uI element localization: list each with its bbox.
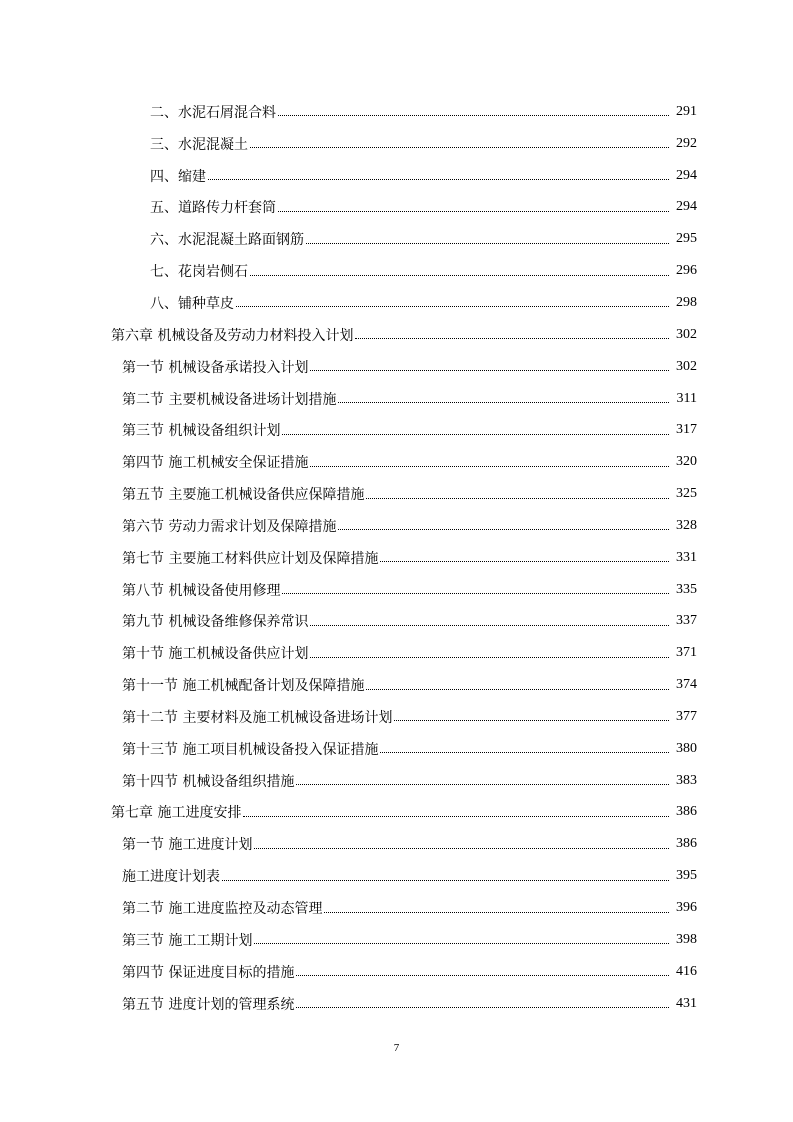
toc-subsection-entry[interactable] [0,255,793,287]
toc-section-entry[interactable] [0,510,793,542]
toc-chapter-entry[interactable] [0,797,793,829]
toc-entry-page-number: 396 [676,900,697,916]
toc-entry-title: 第七章 施工进度安排 [111,805,242,822]
toc-entry-page-number: 317 [676,422,697,438]
toc-dot-leader [338,388,669,403]
toc-section-entry[interactable] [0,414,793,446]
toc-entry-title: 四、缩建 [150,168,206,185]
toc-dot-leader [338,515,669,530]
toc-entry-page-number: 291 [676,103,697,119]
toc-entry-title: 第十二节 主要材料及施工机械设备进场计划 [122,709,393,726]
toc-section-entry[interactable] [0,733,793,765]
toc-subsection-entry[interactable] [0,128,793,160]
toc-dot-leader [278,101,669,116]
toc-entry-title: 第十节 施工机械设备供应计划 [122,646,309,663]
toc-dot-leader [236,292,669,307]
toc-section-entry[interactable] [0,574,793,606]
toc-entry-title: 六、水泥混凝土路面钢筋 [150,232,304,249]
toc-dot-leader [250,133,669,148]
toc-entry-page-number: 374 [676,677,697,693]
toc-entry-page-number: 328 [676,517,697,533]
toc-entry-page-number: 311 [676,390,697,406]
toc-dot-leader [355,324,669,339]
toc-entry-page-number: 320 [676,454,697,470]
toc-section-entry[interactable] [0,988,793,1020]
toc-entry-title: 施工进度计划表 [122,869,220,886]
toc-dot-leader [243,802,669,817]
toc-entry-title: 第二节 施工进度监控及动态管理 [122,901,323,918]
toc-section-entry[interactable] [0,765,793,797]
toc-entry-title: 七、花岗岩侧石 [150,264,248,281]
toc-subsection-entry[interactable] [0,96,793,128]
toc-section-entry[interactable] [0,701,793,733]
toc-entry-title: 第三节 施工工期计划 [122,932,253,949]
toc-entry-page-number: 386 [676,804,697,820]
toc-entry-title: 第五节 进度计划的管理系统 [122,996,295,1013]
toc-subsection-entry[interactable] [0,287,793,319]
toc-section-entry[interactable] [0,860,793,892]
toc-entry-title: 第六章 机械设备及劳动力材料投入计划 [111,327,354,344]
toc-entry-title: 第八节 机械设备使用修理 [122,582,281,599]
toc-entry-page-number: 335 [676,581,697,597]
toc-entry-page-number: 377 [676,708,697,724]
toc-entry-title: 第六节 劳动力需求计划及保障措施 [122,518,337,535]
toc-dot-leader [366,675,669,690]
toc-entry-title: 第五节 主要施工机械设备供应保障措施 [122,487,365,504]
toc-entry-page-number: 380 [676,740,697,756]
toc-entry-page-number: 294 [676,199,697,215]
toc-entry-page-number: 295 [676,231,697,247]
toc-dot-leader [310,611,669,626]
toc-entry-page-number: 383 [676,772,697,788]
toc-entry-page-number: 371 [676,645,697,661]
toc-subsection-entry[interactable] [0,160,793,192]
toc-dot-leader [366,484,669,499]
toc-dot-leader [324,898,669,913]
toc-dot-leader [250,261,669,276]
toc-dot-leader [380,547,669,562]
toc-entry-title: 第九节 机械设备维修保养常识 [122,614,309,631]
toc-dot-leader [254,929,669,944]
toc-dot-leader [394,706,669,721]
toc-entry-page-number: 294 [676,167,697,183]
toc-entry-title: 第十四节 机械设备组织措施 [122,773,295,790]
toc-entry-page-number: 296 [676,263,697,279]
toc-entry-page-number: 302 [676,358,697,374]
toc-entry-page-number: 416 [676,963,697,979]
toc-entry-title: 第四节 施工机械安全保证措施 [122,455,309,472]
toc-entry-page-number: 298 [676,294,697,310]
toc-dot-leader [282,420,669,435]
toc-section-entry[interactable] [0,542,793,574]
toc-entry-title: 第四节 保证进度目标的措施 [122,964,295,981]
toc-entry-title: 第二节 主要机械设备进场计划措施 [122,391,337,408]
toc-dot-leader [296,770,669,785]
toc-dot-leader [296,961,669,976]
toc-dot-leader [380,738,669,753]
toc-section-entry[interactable] [0,669,793,701]
toc-entry-title: 三、水泥混凝土 [150,136,248,153]
toc-dot-leader [222,866,669,881]
toc-section-entry[interactable] [0,606,793,638]
toc-dot-leader [254,834,669,849]
toc-entry-page-number: 386 [676,836,697,852]
toc-entry-page-number: 325 [676,486,697,502]
toc-dot-leader [310,643,669,658]
toc-entry-page-number: 337 [676,613,697,629]
toc-dot-leader [208,165,669,180]
table-of-contents [0,96,793,1019]
toc-section-entry[interactable] [0,637,793,669]
toc-section-entry[interactable] [0,446,793,478]
toc-dot-leader [310,452,669,467]
toc-subsection-entry[interactable] [0,223,793,255]
toc-section-entry[interactable] [0,478,793,510]
toc-subsection-entry[interactable] [0,192,793,224]
toc-section-entry[interactable] [0,956,793,988]
toc-section-entry[interactable] [0,892,793,924]
toc-entry-title: 第十三节 施工项目机械设备投入保证措施 [122,741,379,758]
toc-entry-page-number: 398 [676,931,697,947]
toc-dot-leader [306,229,669,244]
toc-entry-title: 第七节 主要施工材料供应计划及保障措施 [122,550,379,567]
toc-section-entry[interactable] [0,383,793,415]
toc-entry-page-number: 395 [676,868,697,884]
toc-entry-page-number: 292 [676,135,697,151]
toc-entry-title: 第一节 施工进度计划 [122,837,253,854]
toc-entry-page-number: 431 [676,995,697,1011]
toc-section-entry[interactable] [0,828,793,860]
toc-section-entry[interactable] [0,351,793,383]
toc-section-entry[interactable] [0,924,793,956]
toc-entry-page-number: 302 [676,326,697,342]
toc-dot-leader [282,579,669,594]
toc-dot-leader [296,993,669,1008]
toc-entry-title: 八、铺种草皮 [150,295,234,312]
toc-entry-page-number: 331 [676,549,697,565]
page-number: 7 [393,1042,400,1054]
toc-chapter-entry[interactable] [0,319,793,351]
toc-entry-title: 第三节 机械设备组织计划 [122,423,281,440]
toc-dot-leader [310,356,669,371]
toc-entry-title: 第十一节 施工机械配备计划及保障措施 [122,678,365,695]
toc-dot-leader [278,197,669,212]
toc-entry-title: 五、道路传力杆套筒 [150,200,276,217]
toc-entry-title: 第一节 机械设备承诺投入计划 [122,359,309,376]
toc-entry-title: 二、水泥石屑混合料 [150,104,276,121]
